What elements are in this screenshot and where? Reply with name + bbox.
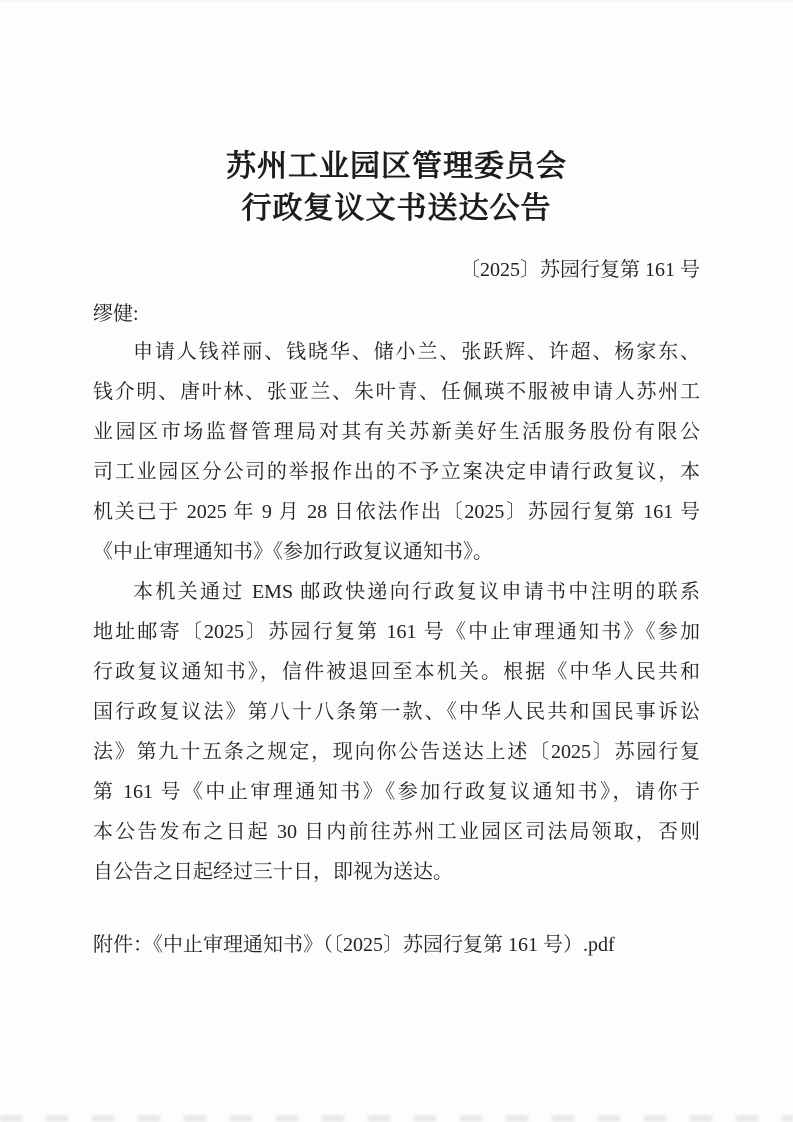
body-line: 地址邮寄〔2025〕苏园行复第 161 号《中止审理通知书》《参加: [93, 621, 700, 643]
body-line: 本机关通过 EMS 邮政快递向行政复议申请书中注明的联系: [133, 581, 700, 603]
body-line: 第 161 号《中止审理通知书》《参加行政复议通知书》，请你于: [93, 781, 700, 803]
body-line: 司工业园区分公司的举报作出的不予立案决定申请行政复议，本: [93, 461, 700, 483]
body-line: 申请人钱祥丽、钱晓华、储小兰、张跃辉、许超、杨家东、: [133, 341, 700, 363]
document-body: [93, 332, 700, 892]
body-line: 法》第九十五条之规定，现向你公告送达上述〔2025〕苏园行复: [93, 741, 700, 763]
body-line: 业园区市场监督管理局对其有关苏新美好生活服务股份有限公: [93, 421, 700, 443]
attachment-reference: 附件：《中止审理通知书》（〔2025〕苏园行复第 161 号）.pdf: [93, 934, 615, 956]
document-title: [0, 146, 793, 230]
scan-artifact-bottom-edge: [0, 1115, 793, 1122]
title-line-announcement: 行政复议文书送达公告: [241, 192, 552, 225]
body-line: 本公告发布之日起 30 日内前往苏州工业园区司法局领取，否则: [93, 821, 700, 843]
scan-artifact-top-edge: [0, 0, 793, 2]
body-line: 国行政复议法》第八十八条第一款、《中华人民共和国民事诉讼: [93, 701, 700, 723]
body-line: 钱介明、唐叶林、张亚兰、朱叶青、任佩瑛不服被申请人苏州工: [93, 381, 700, 403]
body-line: 《中止审理通知书》《参加行政复议通知书》。: [93, 541, 493, 563]
title-line-issuer: 苏州工业园区管理委员会: [226, 150, 567, 183]
addressee-name: 缪健:: [93, 303, 139, 325]
body-line: 行政复议通知书》，信件被退回至本机关。根据《中华人民共和: [93, 661, 700, 683]
body-line: 自公告之日起经过三十日，即视为送达。: [93, 861, 453, 883]
document-number: 〔2025〕苏园行复第 161 号: [460, 259, 700, 281]
body-line: 机关已于 2025 年 9 月 28 日依法作出〔2025〕苏园行复第 161 号: [93, 501, 700, 523]
